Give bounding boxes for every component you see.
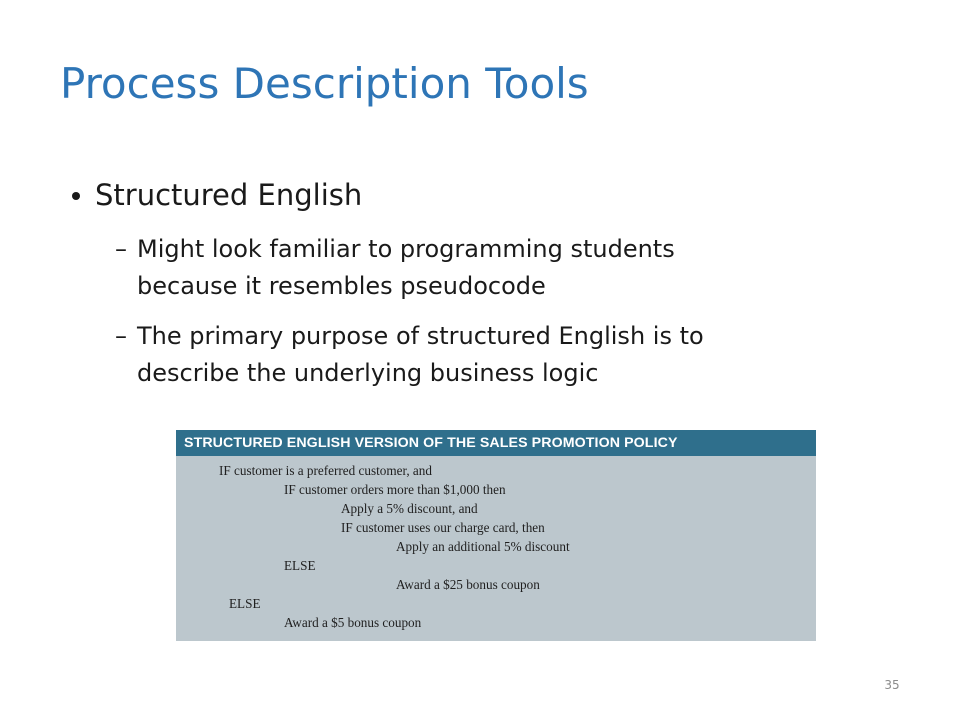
policy-line: Award a $25 bonus coupon [396, 577, 540, 592]
sub-bullet-item: – Might look familiar to programming students because it resembles pseudocode [72, 231, 902, 305]
slide-title: Process Description Tools [60, 59, 589, 108]
policy-line: IF customer is a preferred customer, and [219, 463, 432, 478]
figure-body [176, 456, 816, 641]
sub-bullet-line: because it resembles pseudocode [137, 271, 546, 300]
bullet-list [72, 178, 902, 392]
bullet-item-structured-english [72, 178, 902, 213]
policy-line: Apply an additional 5% discount [396, 539, 570, 554]
policy-line: Award a $5 bonus coupon [284, 615, 422, 630]
sub-bullet-line: Might look familiar to programming students [137, 234, 675, 263]
figure-header: STRUCTURED ENGLISH VERSION OF THE SALES PROMOTION POLICY [176, 430, 816, 456]
bullet-dot-icon [72, 192, 80, 200]
sub-bullet-line: The primary purpose of structured English is to [137, 321, 704, 350]
policy-line: ELSE [229, 596, 261, 611]
policy-line: Apply a 5% discount, and [341, 501, 478, 516]
sub-bullet-item: – The primary purpose of structured English is to describe the underlying business logic [72, 318, 902, 392]
policy-line: IF customer uses our charge card, then [341, 520, 545, 535]
page-number: 35 [884, 678, 900, 692]
policy-line: IF customer orders more than $1,000 then [284, 482, 506, 497]
policy-line: ELSE [284, 558, 316, 573]
sub-bullet-line: describe the underlying business logic [137, 358, 599, 387]
sales-promotion-policy-figure [176, 430, 816, 641]
bullet-text: Structured English [95, 178, 363, 212]
